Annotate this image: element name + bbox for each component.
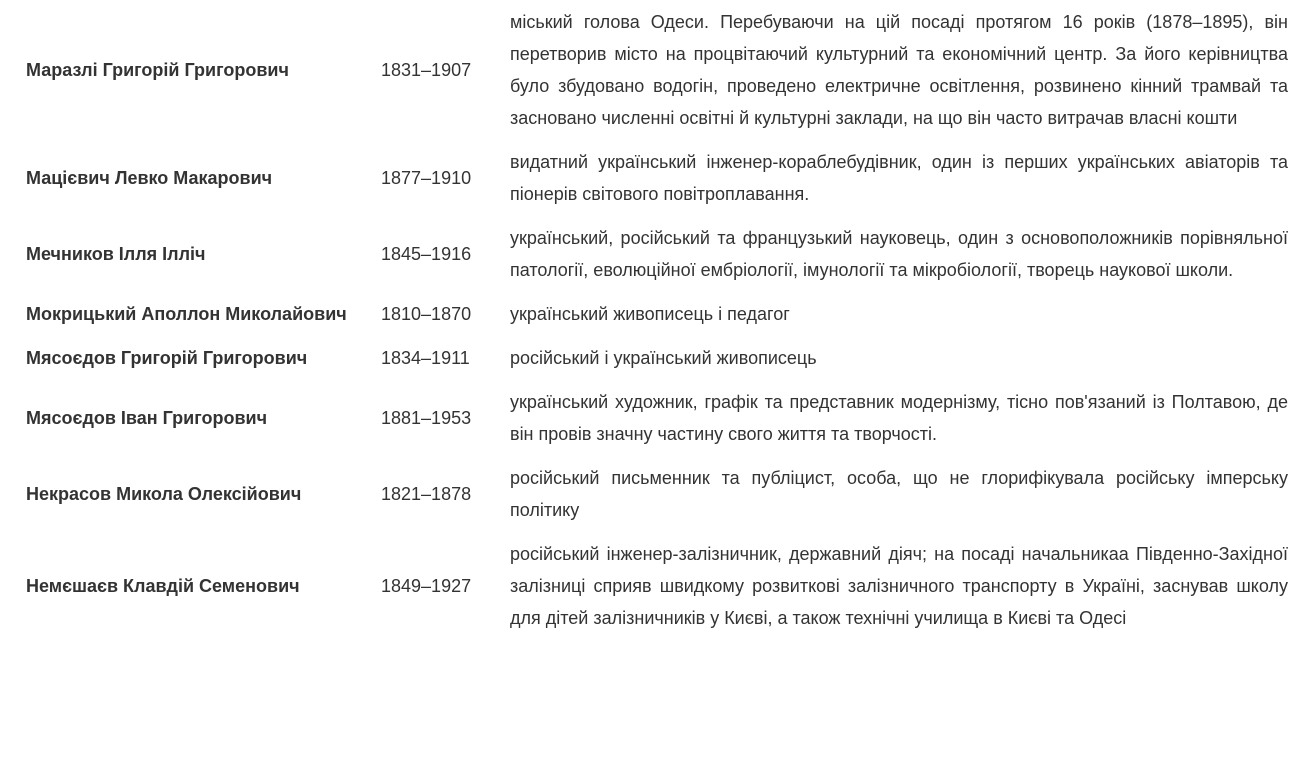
person-description: український художник, графік та представник модернізму, тісно пов'язаний із Полтавою, де він провів значну частину свого життя та творчості. [510, 392, 1288, 444]
life-years: 1877–1910 [381, 168, 472, 188]
life-years: 1810–1870 [381, 304, 472, 324]
life-years: 1831–1907 [381, 60, 472, 80]
life-years: 1821–1878 [381, 484, 472, 504]
person-name: Маразлі Григорій Григорович [26, 60, 289, 80]
person-description: український живописець і педагог [510, 304, 790, 324]
life-years: 1845–1916 [381, 244, 472, 264]
life-years: 1881–1953 [381, 408, 472, 428]
table-row [14, 292, 1300, 336]
life-years: 1834–1911 [381, 348, 470, 368]
table-row [14, 0, 1300, 140]
person-name: Немєшаєв Клавдій Семенович [26, 576, 300, 596]
biography-table [14, 0, 1300, 640]
table-row [14, 456, 1300, 532]
person-name: Некрасов Микола Олексійович [26, 484, 302, 504]
table-row [14, 532, 1300, 640]
person-name: Мацієвич Левко Макарович [26, 168, 273, 188]
table-row [14, 216, 1300, 292]
person-name: Мясоєдов Іван Григорович [26, 408, 268, 428]
person-description: міський голова Одеси. Перебуваючи на цій посаді протягом 16 років (1878–1895), він перетворив місто на процвітаючий культурний та економічний центр. За його керівництва було збудовано водогін, проведено електричне освітлення, розвинено кінний трамвай та засновано численні освітні й культурні заклади, на що він часто витрачав власні кошти [510, 12, 1288, 128]
person-name: Мечников Ілля Ілліч [26, 244, 206, 264]
person-description: видатний український інженер-кораблебудівник, один із перших українських авіаторів та піонерів світового повітроплавання. [510, 152, 1288, 204]
table-row [14, 140, 1300, 216]
person-description: російський і український живописець [510, 348, 817, 368]
biography-table-body [14, 0, 1300, 640]
person-name: Мясоєдов Григорій Григорович [26, 348, 308, 368]
life-years: 1849–1927 [381, 576, 472, 596]
table-row [14, 380, 1300, 456]
person-description: український, російський та французький науковець, один з основоположників порівняльної патології, еволюційної ембріології, імунології та мікробіології, творець наукової школи. [510, 228, 1288, 280]
table-row [14, 336, 1300, 380]
person-description: російський письменник та публіцист, особа, що не глорифікувала російську імперську політику [510, 468, 1288, 520]
person-name: Мокрицький Аполлон Миколайович [26, 304, 347, 324]
person-description: російський інженер-залізничник, державний діяч; на посаді начальникаа Південно-Західної залізниці сприяв швидкому розвиткові залізничного транспорту в Україні, заснував школу для дітей залізничників у Києві, а також технічні училища в Києві та Одесі [510, 544, 1288, 628]
